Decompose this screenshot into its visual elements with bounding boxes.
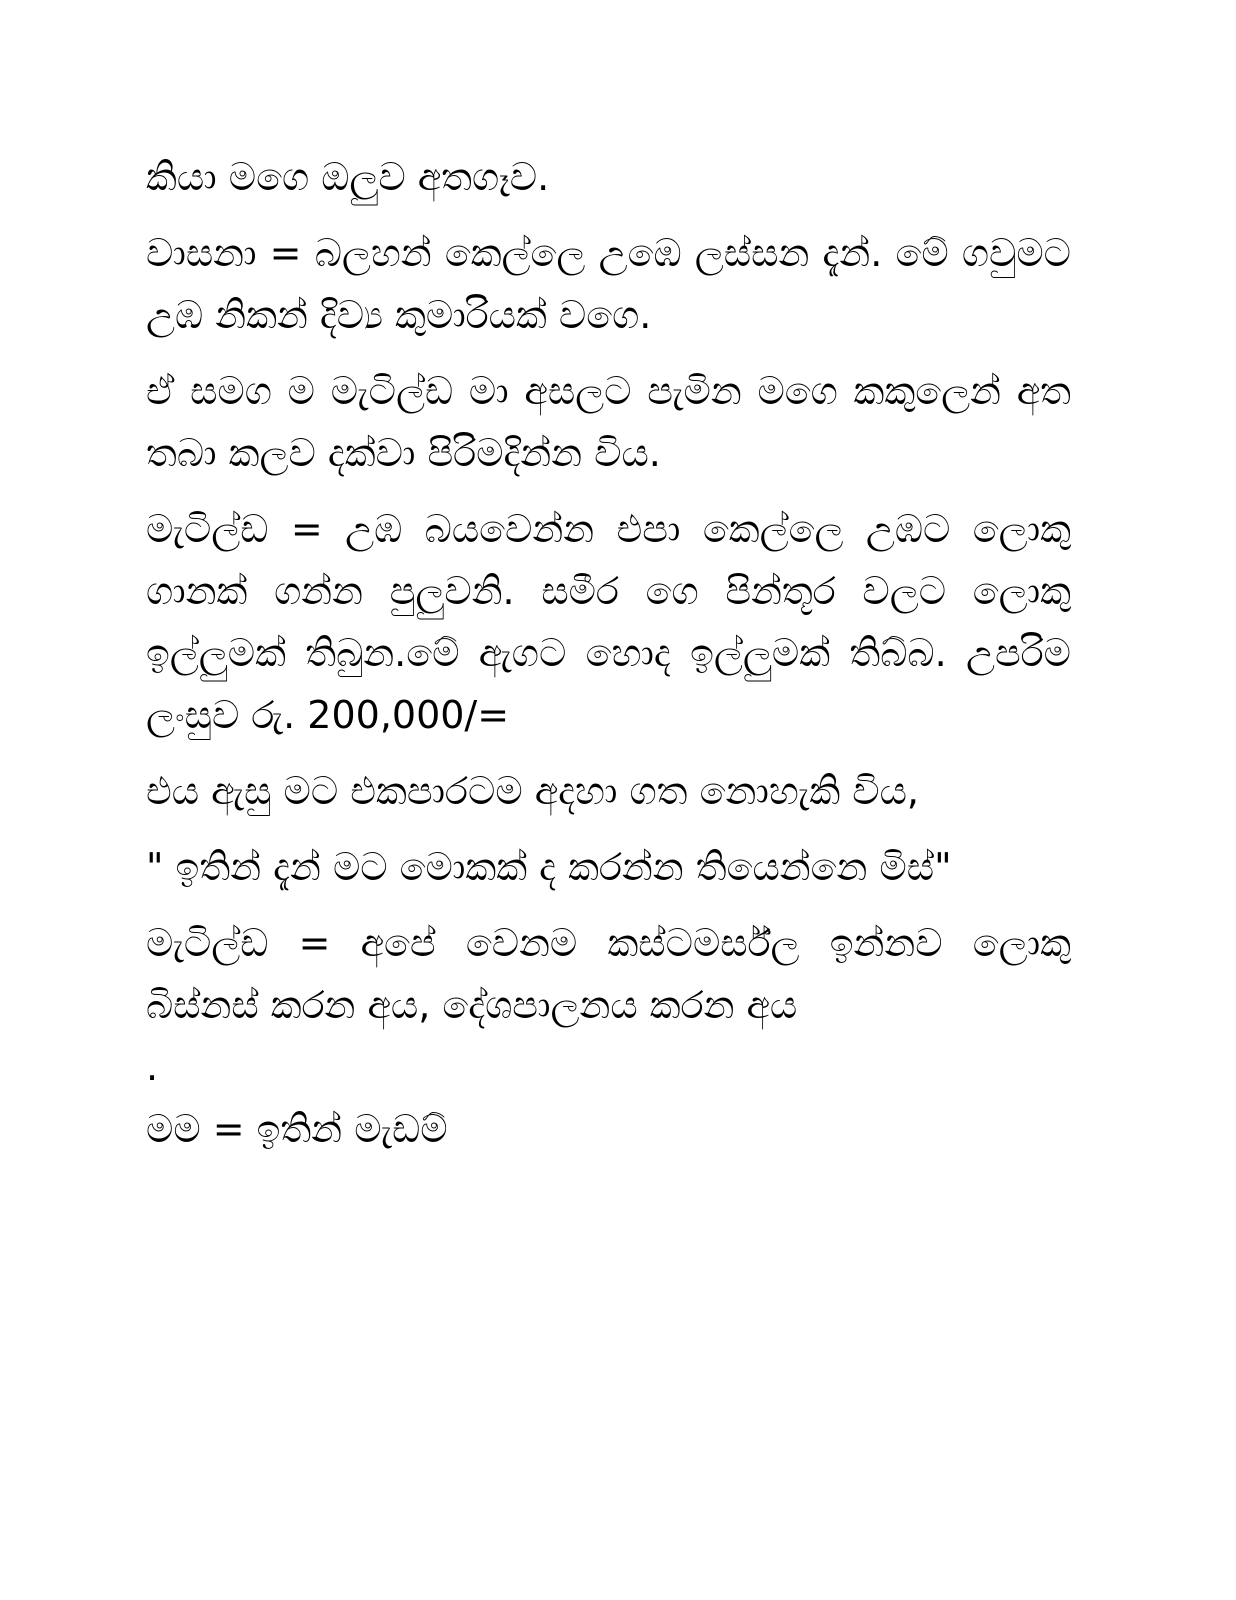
paragraph-5: එය ඇසු මට එකපාරටම අදහා ගත නොහැකි විය, [146, 769, 919, 813]
paragraph-7: මැටිල්ඩ = අපේ වෙනම කස්ටමර්ස්ල ඉන්නව ලොකු බිස්නස් කරන අය, දේශපාලනය කරන අය [146, 921, 1071, 1027]
document-body [146, 146, 1071, 1174]
paragraph-2: වාසනා = බලහන් කෙල්ලෙ උඹෙ ලස්සන දැන්. මේ ගවුමට උඹ නිකන් දිව්‍ය කුමාරියක් වගෙ. [146, 231, 1071, 337]
paragraph-1: කියා මගෙ ඔලුව අතගෑව. [146, 155, 550, 199]
paragraph-9: මම = ඉතින් මැඩම් [146, 1107, 448, 1151]
paragraph-6: " ඉතින් දැන් මට මොකක් ද කරන්න තියෙන්නෙ මිස්" [146, 845, 952, 889]
paragraph-3: ඒ සමග ම මැටිල්ඩ මා අසලට පැමින මගෙ කකුලෙන් අත තබා කලව දක්වා පිරිමදින්න විය. [146, 369, 1071, 475]
paragraph-4: මැටිල්ඩ = උඹ බයවෙන්න එපා කෙල්ලෙ උඹට ලොකු ගානක් ගන්න පුලුවනි. සමීර ගෙ පින්තූර වලට ලොකු ඉල්ලුමක් තිබුන.මේ ඇගට හොද ඉල්ලුමක් තිබ්බ. උපරිම ලංසුව රු. 200,000/= [146, 507, 1071, 737]
paragraph-8: . [146, 1045, 159, 1089]
